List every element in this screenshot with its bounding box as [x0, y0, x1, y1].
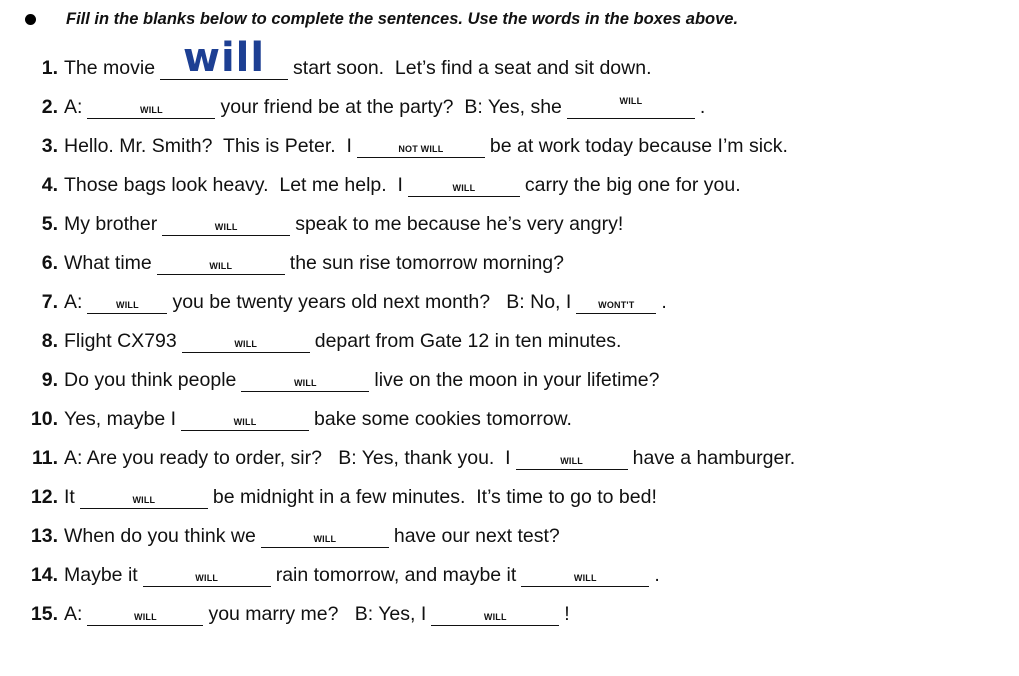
- sentence-text: .: [699, 96, 706, 118]
- item-number: 12.: [30, 486, 58, 508]
- item-number: 5.: [41, 213, 58, 235]
- answer-text: WILL: [452, 183, 476, 193]
- sentence-10: [20, 401, 572, 431]
- sentence-12: [20, 479, 657, 509]
- answer-text: WILL: [573, 573, 597, 583]
- sentence-text: be at work today because I’m sick.: [489, 135, 788, 157]
- sentence-7: [20, 284, 667, 314]
- sentence-text: depart from Gate 12 in ten minutes.: [314, 330, 622, 352]
- sentence-5: [20, 206, 623, 236]
- answer-text: WONT'T: [598, 300, 635, 310]
- sentence-text: start soon. Let’s find a seat and sit down.: [293, 57, 652, 79]
- item-number: 15.: [30, 603, 58, 625]
- sentence-text: speak to me because he’s very angry!: [295, 213, 624, 235]
- sentence-text: you marry me? B: Yes, I: [208, 603, 427, 625]
- answer-text: WILL: [233, 417, 257, 427]
- answer-text: WILL: [293, 378, 317, 388]
- item-number: 14.: [30, 564, 58, 586]
- answer-text: WILL: [195, 573, 219, 583]
- instructions: [20, 6, 738, 32]
- item-number: 8.: [41, 330, 58, 352]
- sentence-2: [20, 89, 705, 119]
- sentence-text: My brother: [64, 213, 158, 235]
- sentence-11: [20, 440, 795, 470]
- item-number: 6.: [41, 252, 58, 274]
- sentence-text: .: [661, 291, 667, 313]
- sentence-text: you be twenty years old next month? B: No, I: [172, 291, 572, 313]
- item-number: 10.: [30, 408, 58, 430]
- sentence-13: [20, 518, 560, 548]
- sentence-text: live on the moon in your lifetime?: [374, 369, 660, 391]
- sentence-text: Flight CX793: [64, 330, 177, 352]
- sentence-text: Hello. Mr. Smith? This is Peter. I: [64, 135, 352, 157]
- sentence-text: the sun rise tomorrow morning?: [289, 252, 564, 274]
- sentence-text: It: [64, 486, 75, 508]
- answer-text: NOT WILL: [398, 144, 444, 154]
- answer-text: WILL: [483, 612, 507, 622]
- answer-blank[interactable]: [80, 488, 208, 509]
- answer-text: WILL: [116, 300, 139, 310]
- sentence-text: be midnight in a few minutes. It’s time to go to bed!: [212, 486, 657, 508]
- sentence-text: !: [564, 603, 570, 625]
- sentence-text: Yes, maybe I: [64, 408, 177, 430]
- answer-text: WILL: [619, 96, 643, 106]
- sentence-text: Those bags look heavy. Let me help. I: [64, 174, 403, 196]
- sentence-text: The movie: [64, 57, 156, 79]
- bullet-icon: [25, 14, 36, 25]
- answer-text: WILL: [234, 339, 258, 349]
- sentence-text: What time: [64, 252, 152, 274]
- sentence-text: A:: [64, 96, 83, 118]
- sentence-6: [20, 245, 564, 275]
- answer-blank[interactable]: [408, 176, 520, 197]
- item-number: 11.: [31, 447, 58, 469]
- sentence-text: have our next test?: [393, 525, 560, 547]
- answer-blank[interactable]: [87, 293, 167, 314]
- answer-text: WILL: [134, 612, 157, 622]
- sentence-text: rain tomorrow, and maybe it: [275, 564, 517, 586]
- sentence-text: When do you think we: [64, 525, 256, 547]
- answer-blank[interactable]: [162, 215, 290, 236]
- sentence-text: .: [654, 564, 660, 586]
- answer-blank[interactable]: [160, 35, 288, 81]
- item-number: 9.: [41, 369, 58, 391]
- answer-blank[interactable]: [516, 449, 628, 470]
- answer-blank[interactable]: [357, 137, 485, 158]
- instruction-text: Fill in the blanks below to complete the sentences. Use the words in the boxes above.: [66, 9, 739, 28]
- answer-blank[interactable]: [87, 605, 203, 626]
- answer-text: WILL: [209, 261, 233, 271]
- answer-blank[interactable]: [261, 527, 389, 548]
- sentence-text: carry the big one for you.: [524, 174, 741, 196]
- sentence-text: A:: [64, 291, 83, 313]
- sentence-text: Maybe it: [64, 564, 138, 586]
- sentence-text: bake some cookies tomorrow.: [314, 408, 572, 430]
- answer-blank[interactable]: [182, 332, 310, 353]
- answer-text: WILL: [560, 456, 583, 466]
- answer-text: WILL: [140, 105, 163, 115]
- answer-text: WILL: [313, 534, 337, 544]
- item-number: 2.: [41, 96, 58, 118]
- sentence-text: A:: [64, 603, 83, 625]
- handwritten-answer: will: [183, 35, 266, 81]
- answer-blank[interactable]: [87, 98, 215, 119]
- answer-blank[interactable]: [241, 371, 369, 392]
- answer-blank[interactable]: [431, 605, 559, 626]
- answer-text: WILL: [132, 495, 156, 505]
- answer-blank[interactable]: [143, 566, 271, 587]
- answer-blank[interactable]: [567, 98, 695, 119]
- item-number: 13.: [30, 525, 58, 547]
- sentence-14: [20, 557, 660, 587]
- item-number: 1.: [41, 57, 58, 79]
- answer-blank[interactable]: [576, 293, 656, 314]
- item-number: 3.: [41, 135, 58, 157]
- sentence-8: [20, 323, 621, 353]
- sentence-text: have a hamburger.: [632, 447, 796, 469]
- sentence-text: Do you think people: [64, 369, 237, 391]
- sentence-3: [20, 128, 788, 158]
- sentence-text: A: Are you ready to order, sir? B: Yes, thank you. I: [64, 447, 511, 469]
- answer-blank[interactable]: [181, 410, 309, 431]
- answer-text: WILL: [214, 222, 238, 232]
- answer-blank[interactable]: [157, 254, 285, 275]
- sentence-9: [20, 362, 659, 392]
- sentence-4: [20, 167, 741, 197]
- answer-blank[interactable]: [521, 566, 649, 587]
- item-number: 7.: [41, 291, 58, 313]
- sentence-15: [20, 596, 570, 626]
- sentence-text: your friend be at the party? B: Yes, she: [220, 96, 562, 118]
- sentence-1: [20, 35, 652, 81]
- item-number: 4.: [41, 174, 58, 196]
